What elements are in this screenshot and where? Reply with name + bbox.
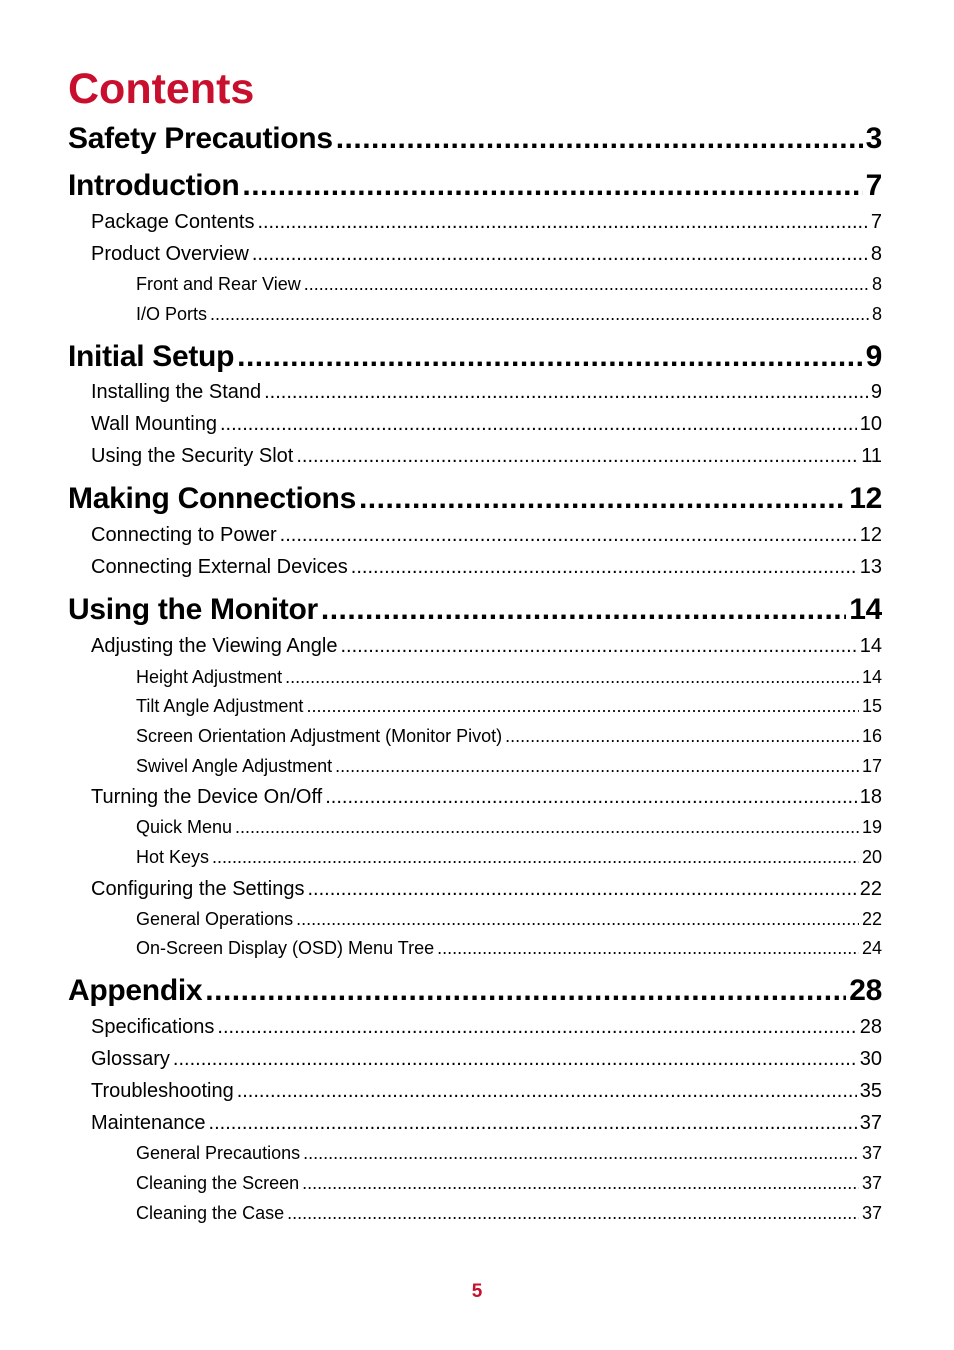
toc-entry[interactable] — [136, 723, 882, 749]
dot-leader — [252, 240, 868, 268]
toc-entry-label: Using the Monitor — [68, 593, 318, 626]
dot-leader — [220, 410, 857, 438]
dot-leader — [335, 753, 859, 779]
toc-entry-page: 14 — [861, 667, 882, 687]
toc-entry[interactable] — [136, 693, 882, 719]
toc-entry[interactable] — [91, 875, 882, 903]
toc-entry-page: 37 — [859, 1112, 882, 1134]
toc-entry-label: Connecting to Power — [91, 524, 277, 546]
toc-entry-page: 13 — [859, 556, 882, 578]
toc-entry-label: Initial Setup — [68, 340, 235, 373]
toc-entry-page: 22 — [861, 909, 882, 929]
toc-entry-page: 12 — [849, 482, 882, 515]
toc-entry-page: 11 — [861, 445, 882, 467]
dot-leader — [505, 723, 859, 749]
dot-leader — [264, 378, 868, 406]
toc-entry-label: Specifications — [91, 1016, 215, 1038]
dot-leader — [437, 935, 859, 961]
toc-entry[interactable] — [68, 338, 882, 376]
toc-entry-page: 35 — [859, 1080, 882, 1102]
toc-entry[interactable] — [91, 553, 882, 581]
dot-leader — [303, 1140, 859, 1166]
dot-leader — [321, 591, 846, 629]
toc-entry-label: Connecting External Devices — [91, 556, 348, 578]
toc-entry[interactable] — [136, 1170, 882, 1196]
toc-entry-label: Safety Precautions — [68, 122, 333, 155]
dot-leader — [280, 521, 857, 549]
toc-entry-page: 7 — [870, 211, 882, 233]
toc-entry-label: Product Overview — [91, 243, 249, 265]
toc-entry-page: 20 — [861, 847, 882, 867]
dot-leader — [296, 442, 858, 470]
toc-entry[interactable] — [91, 632, 882, 660]
toc-entry-page: 24 — [861, 938, 882, 958]
dot-leader — [336, 120, 863, 158]
toc-entry-label: Hot Keys — [136, 847, 210, 867]
toc-entry-label: Quick Menu — [136, 817, 233, 837]
toc-entry[interactable] — [136, 1200, 882, 1226]
toc-entry-label: Screen Orientation Adjustment (Monitor Pivot) — [136, 726, 503, 746]
toc-entry-page: 30 — [859, 1048, 882, 1070]
dot-leader — [173, 1045, 857, 1073]
toc-entry[interactable] — [136, 814, 882, 840]
toc-entry[interactable] — [136, 753, 882, 779]
toc-entry[interactable] — [91, 1077, 882, 1105]
toc-entry-label: Wall Mounting — [91, 413, 217, 435]
toc-entry-label: Appendix — [68, 974, 203, 1007]
dot-leader — [217, 1013, 856, 1041]
toc-entry-page: 37 — [861, 1173, 882, 1193]
toc-entry-page: 22 — [859, 878, 882, 900]
toc-entry-page: 8 — [871, 304, 882, 324]
dot-leader — [304, 271, 869, 297]
toc-entry[interactable] — [91, 442, 882, 470]
toc-entry-page: 15 — [861, 696, 882, 716]
toc-entry-label: Using the Security Slot — [91, 445, 294, 467]
toc-entry[interactable] — [136, 271, 882, 297]
dot-leader — [235, 814, 859, 840]
toc-entry-page: 16 — [861, 726, 882, 746]
toc-entry[interactable] — [68, 167, 882, 205]
page-title: Contents — [68, 65, 255, 113]
toc-entry[interactable] — [68, 972, 882, 1010]
dot-leader — [306, 693, 859, 719]
toc-entry-page: 8 — [871, 274, 882, 294]
toc-entry[interactable] — [91, 240, 882, 268]
toc-entry[interactable] — [91, 1013, 882, 1041]
toc-entry-page: 9 — [870, 381, 882, 403]
toc-entry-page: 8 — [870, 243, 882, 265]
toc-entry[interactable] — [91, 410, 882, 438]
toc-entry-label: General Precautions — [136, 1143, 301, 1163]
dot-leader — [287, 1200, 859, 1226]
toc-entry[interactable] — [136, 1140, 882, 1166]
toc-entry-label: Cleaning the Case — [136, 1203, 285, 1223]
dot-leader — [237, 338, 862, 376]
toc-entry-label: Installing the Stand — [91, 381, 262, 403]
toc-entry-page: 37 — [861, 1143, 882, 1163]
toc-entry[interactable] — [136, 906, 882, 932]
dot-leader — [237, 1077, 857, 1105]
toc-entry-page: 9 — [865, 340, 882, 373]
toc-entry-label: Front and Rear View — [136, 274, 301, 294]
dot-leader — [340, 632, 856, 660]
toc-entry[interactable] — [91, 521, 882, 549]
toc-entry-label: Swivel Angle Adjustment — [136, 756, 333, 776]
toc-entry-page: 14 — [859, 635, 882, 657]
toc-entry-page: 37 — [861, 1203, 882, 1223]
toc-entry-page: 28 — [859, 1016, 882, 1038]
dot-leader — [302, 1170, 859, 1196]
toc-entry-page: 7 — [865, 169, 882, 202]
toc-entry[interactable] — [68, 591, 882, 629]
toc-entry-page: 28 — [849, 974, 882, 1007]
dot-leader — [296, 906, 859, 932]
dot-leader — [209, 1109, 857, 1137]
toc-entry-page: 14 — [849, 593, 882, 626]
dot-leader — [325, 783, 857, 811]
page-number: 5 — [471, 1281, 483, 1302]
toc-entry-label: Making Connections — [68, 482, 356, 515]
toc-entry[interactable] — [91, 1109, 882, 1137]
toc-entry-label: Height Adjustment — [136, 667, 283, 687]
toc-entry[interactable] — [91, 1045, 882, 1073]
toc-entry-label: General Operations — [136, 909, 294, 929]
dot-leader — [212, 844, 859, 870]
toc-entry-label: Glossary — [91, 1048, 170, 1070]
toc-entry-label: Package Contents — [91, 211, 255, 233]
toc-entry[interactable] — [91, 783, 882, 811]
toc-entry[interactable] — [68, 120, 882, 158]
dot-leader — [257, 208, 867, 236]
toc-entry-label: Turning the Device On/Off — [91, 786, 323, 808]
dot-leader — [242, 167, 862, 205]
dot-leader — [210, 301, 869, 327]
dot-leader — [359, 480, 846, 518]
toc-entry-label: On-Screen Display (OSD) Menu Tree — [136, 938, 435, 958]
toc-entry-page: 19 — [861, 817, 882, 837]
toc-entry-label: Introduction — [68, 169, 240, 202]
toc-entry[interactable] — [91, 208, 882, 236]
toc-entry-page: 17 — [861, 756, 882, 776]
toc-entry-page: 10 — [859, 413, 882, 435]
toc-entry-label: I/O Ports — [136, 304, 208, 324]
toc-entry[interactable] — [136, 301, 882, 327]
toc-entry-label: Adjusting the Viewing Angle — [91, 635, 338, 657]
toc-entry-page: 18 — [859, 786, 882, 808]
toc-entry[interactable] — [136, 664, 882, 690]
toc-entry-label: Cleaning the Screen — [136, 1173, 300, 1193]
toc-entry[interactable] — [136, 935, 882, 961]
dot-leader — [285, 664, 859, 690]
toc-entry-label: Tilt Angle Adjustment — [136, 696, 304, 716]
dot-leader — [351, 553, 857, 581]
toc-entry-page: 12 — [859, 524, 882, 546]
toc-entry-label: Maintenance — [91, 1112, 206, 1134]
toc-entry[interactable] — [136, 844, 882, 870]
dot-leader — [307, 875, 856, 903]
toc-entry[interactable] — [91, 378, 882, 406]
dot-leader — [205, 972, 846, 1010]
toc-entry-label: Troubleshooting — [91, 1080, 234, 1102]
toc-entry[interactable] — [68, 480, 882, 518]
toc-entry-page: 3 — [865, 122, 882, 155]
toc-entry-label: Configuring the Settings — [91, 878, 305, 900]
